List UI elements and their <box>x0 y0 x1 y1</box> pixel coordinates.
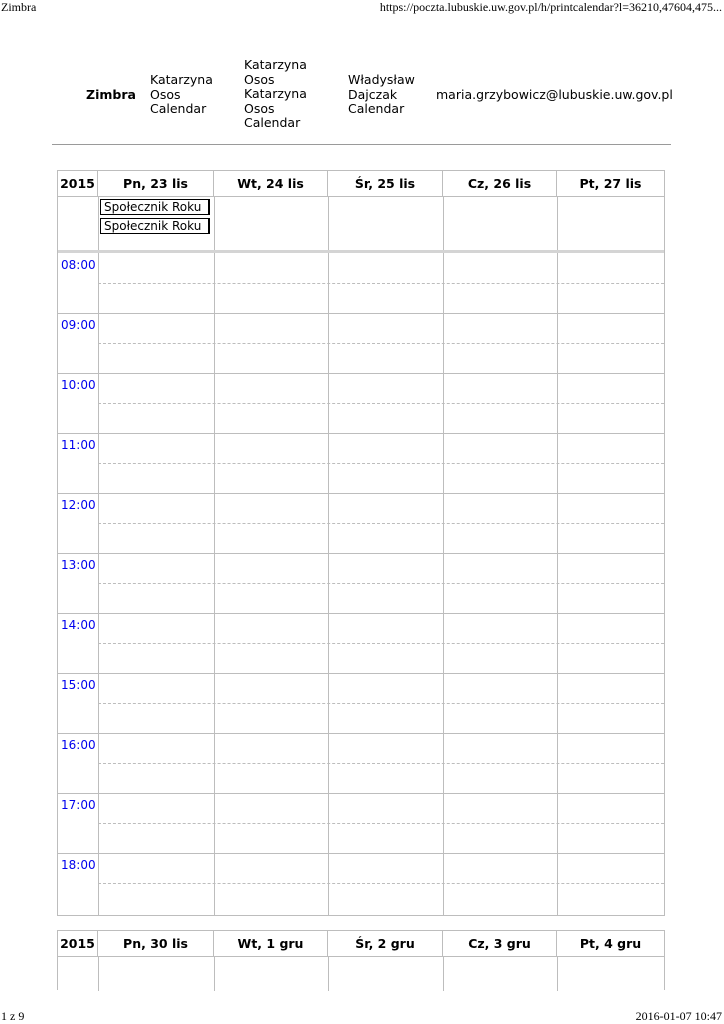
col-divider <box>443 956 444 991</box>
col-divider <box>98 956 99 991</box>
user-email: maria.grzybowicz@lubuskie.uw.gov.pl <box>436 87 673 102</box>
hour-label: 10:00 <box>61 378 96 392</box>
hour-label: 17:00 <box>61 798 96 812</box>
hour-line <box>58 853 664 854</box>
half-hour-line <box>98 763 664 764</box>
hour-label: 11:00 <box>61 438 96 452</box>
day-header-mon[interactable]: Pn, 23 lis <box>98 171 214 196</box>
half-hour-line <box>98 523 664 524</box>
day-header-tue[interactable]: Wt, 24 lis <box>214 171 328 196</box>
half-hour-line <box>98 583 664 584</box>
hour-line <box>58 793 664 794</box>
hour-label: 15:00 <box>61 678 96 692</box>
day-header-fri[interactable]: Pt, 27 lis <box>579 176 642 191</box>
col-divider <box>443 253 444 916</box>
calendar-week-2 <box>57 930 665 990</box>
col-divider <box>557 253 558 916</box>
hour-label: 14:00 <box>61 618 96 632</box>
hour-label: 13:00 <box>61 558 96 572</box>
half-hour-line <box>98 403 664 404</box>
day-header-wed[interactable]: Śr, 2 gru <box>328 931 443 956</box>
week-1-year: 2015 <box>58 171 98 196</box>
header-divider <box>52 144 671 145</box>
half-hour-line <box>98 643 664 644</box>
col-divider <box>328 956 329 991</box>
print-datetime: 2016-01-07 10:47 <box>635 1009 722 1023</box>
hour-line <box>58 673 664 674</box>
half-hour-line <box>98 343 664 344</box>
hour-line <box>58 553 664 554</box>
hour-label: 18:00 <box>61 858 96 872</box>
hour-label: 16:00 <box>61 738 96 752</box>
hour-label: 12:00 <box>61 498 96 512</box>
hour-line <box>58 373 664 374</box>
calendar-name-2: Katarzyna Osos Katarzyna Osos Calendar <box>244 57 307 130</box>
calendar-week-1 <box>57 170 665 916</box>
day-header-wed[interactable]: Śr, 25 lis <box>328 171 443 196</box>
col-divider <box>557 956 558 991</box>
col-divider <box>214 253 215 916</box>
calendar-name-1: Katarzyna Osos Calendar <box>150 72 213 116</box>
hour-line <box>58 313 664 314</box>
calendar-name-3: Władysław Dajczak Calendar <box>348 72 415 116</box>
col-divider <box>214 956 215 991</box>
week-1-header-row <box>58 171 664 197</box>
col-divider <box>443 196 444 250</box>
half-hour-line <box>98 703 664 704</box>
half-hour-line <box>98 883 664 884</box>
hour-label: 09:00 <box>61 318 96 332</box>
col-divider <box>328 253 329 916</box>
hour-label: 08:00 <box>61 258 96 272</box>
hour-line <box>58 493 664 494</box>
day-header-thu[interactable]: Cz, 26 lis <box>443 171 557 196</box>
day-header-tue[interactable]: Wt, 1 gru <box>214 931 328 956</box>
col-divider <box>98 196 99 250</box>
day-header-mon[interactable]: Pn, 30 lis <box>98 931 214 956</box>
brand-zimbra: Zimbra <box>86 87 136 102</box>
col-divider <box>557 196 558 250</box>
col-divider <box>328 196 329 250</box>
day-header-thu[interactable]: Cz, 3 gru <box>443 931 557 956</box>
week-2-year: 2015 <box>58 931 98 956</box>
hour-line <box>58 733 664 734</box>
hour-line <box>58 433 664 434</box>
print-page-title: Zimbra <box>1 0 37 14</box>
print-page-number: 1 z 9 <box>1 1009 25 1023</box>
half-hour-line <box>98 823 664 824</box>
col-divider <box>214 196 215 250</box>
all-day-event[interactable]: Społecznik Roku <box>100 218 210 234</box>
col-divider <box>98 253 99 916</box>
print-page-url: https://poczta.lubuskie.uw.gov.pl/h/printcalendar?l=36210,47604,475... <box>379 0 722 14</box>
half-hour-line <box>98 283 664 284</box>
week-2-header-row <box>58 931 664 957</box>
day-header-fri[interactable]: Pt, 4 gru <box>579 936 642 951</box>
all-day-event[interactable]: Społecznik Roku <box>100 199 210 215</box>
hour-line <box>58 613 664 614</box>
all-day-separator <box>58 250 664 253</box>
half-hour-line <box>98 463 664 464</box>
